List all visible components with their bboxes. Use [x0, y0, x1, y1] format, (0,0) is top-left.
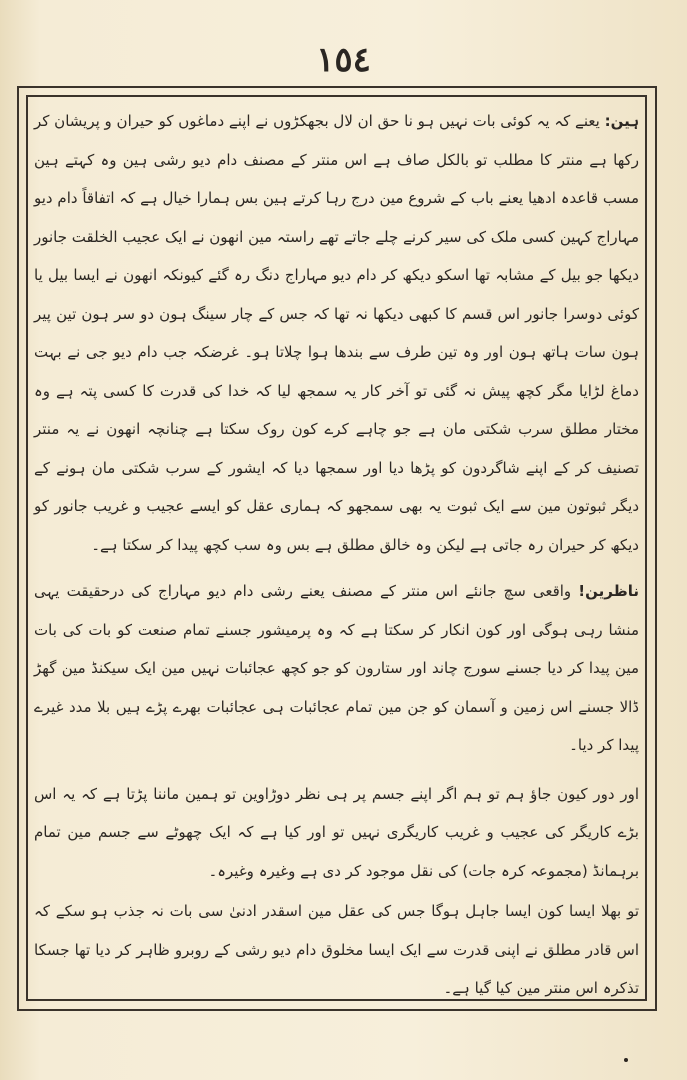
paragraph-1 — [34, 102, 639, 564]
paragraph-2-text: واقعی سچ جانئے اس منتر کے مصنف یعنے رشی دام دیو مہاراج کی درحقیقت یہی منشا رہی ہوگی اور کون انکار کر سکتا ہے کہ وہ پرمیشور جسنے تمام صنعت کو بات کی بات مین پیدا کر دیا جسنے سورج چاند اور ستارون کو جو کچھ عجائبات نہیں مین ایک سیکنڈ مین گھڑ ڈالا جسنے اس زمین و آسمان کو جن مین تمام عجائبات ہی عجائبات بھرے پڑے ہیں بلا مدد غیرے پیدا کر دیا۔ — [34, 582, 639, 754]
paragraph-2-lead: ناظرین! — [578, 582, 639, 600]
ink-speck — [624, 1058, 628, 1062]
page-number: ١٥٤ — [316, 40, 371, 80]
paragraph-4 — [34, 892, 639, 1008]
paragraph-2 — [34, 572, 639, 765]
paragraph-4-text: تو بھلا ایسا کون ایسا جاہل ہوگا جس کی عقل مین اسقدر ادنیٰ سی بات نہ جذب ہو سکے کہ اس قادر مطلق نے اپنی قدرت سے ایک ایسا مخلوق دام دیو رشی کے روبرو ظاہر کر دیا تھا جسکا تذکرہ اس منتر مین کیا گیا ہے۔ — [34, 902, 639, 997]
paragraph-1-lead: ہین: — [604, 112, 639, 130]
paragraph-3-text: اور دور کیون جاؤ ہم تو ہم اگر اپنے جسم پر ہی نظر دوڑاوین تو ہمین ماننا پڑتا ہے کہ یہ اس بڑے کاریگر کی عجیب و غریب کاریگری نہیں تو اور کیا ہے کہ ایک چھوٹے سے جسم مین تمام برہمانڈ (مجموعہ کرہ جات) کی نقل موجود کر دی ہے وغیرہ وغیرہ۔ — [34, 784, 639, 880]
paragraph-3 — [34, 775, 639, 891]
paragraph-1-text: یعنے کہ یہ کوئی بات نہیں ہو نا حق ان لال بجھکڑوں نے اپنے دماغوں کو حیران و پریشان کر رکھا ہے منتر کا مطلب تو بالکل صاف ہے اس منتر کے مصنف دام دیو رشی ہین وہ کہتے ہین مسب قاعدہ ادھیا یعنے باب کے شروع مین درج رہا کرتے ہین بس ہمارا خیال ہے کہ اتفاقاً دام دیو مہاراج کہین کسی ملک کی سیر کرنے چلے جاتے تھے راستہ مین انھون نے ایک عجیب الخلقت جانور دیکھا جو بیل کے مشابہ تھا اسکو دیکھ کر دام دیو مہاراج دنگ رہ گئے کیونکہ انھون نے ایسا بیل یا کوئی دوسرا جانور اس قسم کا کبھی دیکھا نہ تھا کہ جس کے چار سینگ ہون دو سر ہون تین پیر ہون سات ہاتھ ہون اور وہ تین طرف سے بندھا ہوا چلاتا ہو۔ غرضکہ جب دام دیو جی نے بہت دماغ لڑایا مگر کچھ پیش نہ گئی تو آخر کار یہ سمجھ لیا کہ خدا کی قدرت کا کسی پتہ ہے وہ مختار مطلق سرب شکتی مان ہے جو چاہے کرے کون روک سکتا ہے چنانچہ انھون نے یہ منتر تصنیف کر کے اپنے شاگردون کو پڑھا دیا اور سمجھا دیا کہ ایشور کے سرب شکتی مان ہونے کے دیگر ثبوتون مین سے ایک ثبوت یہ بھی سمجھو کہ ہماری عقل کو ایسے عجیب و غریب جانور کو دیکھ کر حیران رہ جاتی ہے لیکن وہ خالق مطلق ہے بس وہ سب کچھ پیدا کر سکتا ہے۔ — [34, 112, 639, 554]
body-text — [34, 102, 639, 1008]
